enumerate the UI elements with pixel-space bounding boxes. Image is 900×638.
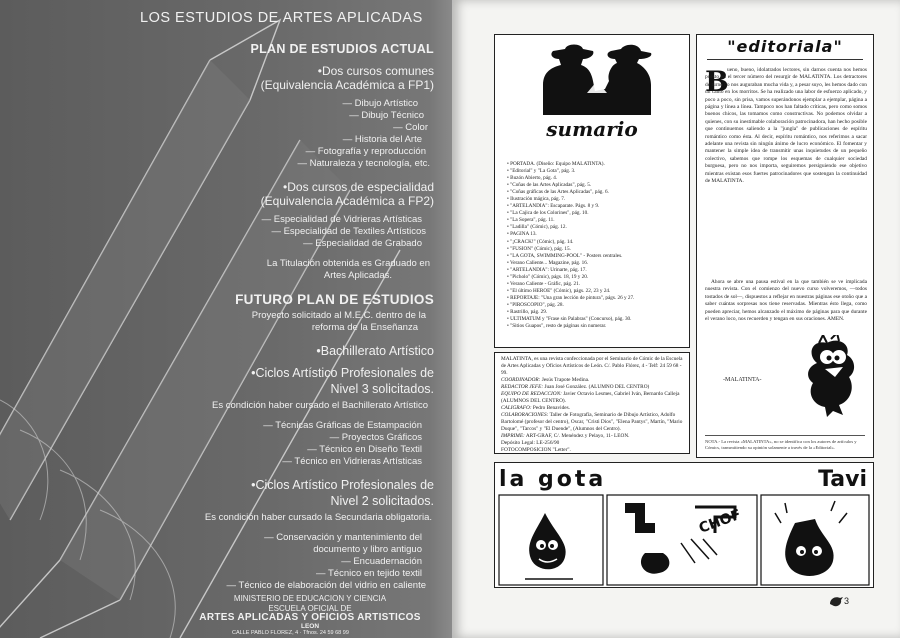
credits-line: [501, 447, 683, 454]
footer-school-name: ARTES APLICADAS Y OFICIOS ARTISTICOS: [199, 612, 421, 623]
sumario-item: • ULTIMATUM y "Frase sin Palabras" (Concurso), pág. 30.: [507, 316, 632, 323]
credits-text: FOTOCOMPOSICION "Letter".: [501, 447, 571, 453]
ciclos2-condition: Es condición haber cursado la Secundaria obligatoria.: [204, 512, 432, 523]
credits-text: Pedro Benavides.: [531, 405, 571, 411]
bachillerato-title: •Bachillerato Artístico: [316, 344, 434, 358]
ciclos3-item: — Proyectos Gráficos: [329, 432, 422, 443]
sumario-item: • Buzón Abierto, pág. 4.: [507, 175, 558, 182]
left-page-title: LOS ESTUDIOS DE ARTES APLICADAS: [140, 10, 423, 26]
la-gota-title: la gota: [499, 467, 607, 492]
sumario-item: • "LA GOTA, SWIMMING-POOL" - Posters centrales.: [507, 252, 623, 259]
sumario-item: • Rastrillo, pág. 29.: [507, 308, 548, 315]
credits-line: [501, 384, 683, 391]
sumario-item: • "Coñas gráficas de las Artes Aplicadas", pág. 6.: [507, 189, 609, 196]
credits-text: Juan José González. (ALUMNO DEL CENTRO): [543, 384, 650, 390]
sumario-title: sumario: [546, 117, 638, 141]
subject-item: — Dibujo Artístico: [342, 98, 418, 109]
credits-box: [494, 352, 690, 454]
sumario-box: [494, 34, 690, 348]
editorial-dropcap: B: [705, 65, 729, 98]
credits-text: Jesús Trapote Medina.: [540, 377, 590, 383]
page-number: 3: [844, 596, 850, 606]
comic-sound-effect: CHOF: [696, 506, 744, 537]
credits-line: [501, 440, 683, 447]
sumario-item: • PAGINA 13.: [507, 231, 537, 238]
footer-address: CALLE PABLO FLOREZ, 4 · Tfnos. 24 59 68 99: [232, 630, 349, 636]
sumario-item: • "PIROSCOPIO", pág. 28.: [507, 301, 564, 308]
comic-panels-illustration: [495, 493, 873, 587]
ciclos3-title: Nivel 3 solicitados.: [330, 382, 434, 396]
sumario-item: • "La Cajica de los Colorines", pág. 10.: [507, 210, 589, 217]
sumario-item: • "ARTELANDIA": Urinarte, pág. 17.: [507, 266, 587, 273]
subject-item: — Dibujo Técnico: [349, 110, 424, 121]
ciclos3-item: — Técnico en Vidrieras Artísticas: [282, 456, 422, 467]
credits-role: EQUIPO DE REDACCION:: [501, 391, 562, 397]
subject-item: — Color: [393, 122, 428, 133]
credits-role: COORDINADOR:: [501, 377, 541, 383]
right-page: [452, 0, 900, 638]
sumario-item: • "El último HEROE" (Cómic), págs. 22, 23 y 24.: [507, 287, 611, 294]
credits-line: [501, 377, 683, 384]
sumario-item: • "Ladilla" (Cómic), pág. 12.: [507, 224, 567, 231]
ciclos3-item: — Técnico en Diseño Textil: [307, 444, 422, 455]
sumario-item: • "La Sopera", pág. 11.: [507, 217, 555, 224]
credits-role: COLABORACIONES:: [501, 412, 549, 418]
editorial-title: "editoriala": [727, 37, 843, 56]
sumario-item: • Verano Caliente... Magazine, pág. 16.: [507, 259, 589, 266]
future-intro-line: Proyecto solicitado al M.E.C. dentro de la: [251, 310, 426, 321]
specialty-item: — Especialidad de Textiles Artísticos: [271, 226, 426, 237]
sumario-item: • "Sitios Guapos", resto de páginas sin numerar.: [507, 323, 607, 330]
special-courses-title: •Dos cursos de especialidad: [283, 180, 434, 194]
comic-strip: [494, 462, 874, 588]
editorial-signature: -MALATINTA-: [723, 377, 762, 383]
titulacion-line: La Titulación obtenida es Graduado en: [266, 258, 430, 269]
sumario-item: • "ARTELANDIA": Escaparate. Págs. 8 y 9.: [507, 203, 600, 210]
ciclos3-item: — Técnicas Gráficas de Estampación: [263, 420, 422, 431]
credits-role: CALIGRAFO:: [501, 405, 532, 411]
credits-intro: MALATINTA, es una revista confeccionada por el Seminario de Cómic de la Escuela de Artes Aplicadas y Oficios Artísticos de León. C/. Pablo Flórez, 4 - Telf: 24 59 68 - 99.: [501, 356, 683, 376]
credits-text: Taller de Fotografía, Seminario de Dibujo Artístico, Adolfo Bartolomé (profesor del centro), Oscar, "Cristi Dios", "Elena Pantys", Martín, "Mario Duque", "Tarcos" y "El Duende", (Alumnos del Centro).: [501, 412, 683, 432]
sumario-item: • "Editorial" y "La Gota", pág. 3.: [507, 168, 576, 175]
credits-text: Depósito Legal: LE-256/90: [501, 440, 560, 446]
ciclos3-condition: Es condición haber cursado el Bachillerato Artístico: [212, 400, 428, 411]
sumario-list: [507, 161, 685, 330]
ciclos2-item: — Encuadernación: [341, 556, 422, 567]
ciclos2-item: documento y libro antiguo: [313, 544, 422, 555]
sumario-item: • Verano Caliente - Gráfic, pág. 21.: [507, 280, 581, 287]
credits-line: [501, 412, 683, 433]
credits-role: IMPRIME:: [501, 433, 525, 439]
footer-city: LEON: [300, 623, 320, 630]
credits-line: [501, 391, 683, 405]
footer-ministry: MINISTERIO DE EDUCACION Y CIENCIA: [233, 594, 387, 603]
sumario-item: • "Picholo" (Cómic), págs. 18, 19 y 20.: [507, 273, 589, 280]
sumario-item: • "FUSION" (Cómic), pág. 15.: [507, 245, 571, 252]
footer-school: ESCUELA OFICIAL DE: [268, 604, 352, 613]
sumario-item: • PORTADA. (Diseño: Equipo MALATINTA).: [507, 161, 605, 167]
ciclos2-item: — Conservación y mantenimiento del: [264, 532, 422, 543]
ciclos2-title: •Ciclos Artístico Profesionales de: [251, 478, 434, 492]
credits-role: REDACTOR JEFE:: [501, 384, 544, 390]
detectives-silhouette-illustration: [535, 41, 655, 115]
subject-item: — Naturaleza y tecnología, etc.: [297, 158, 430, 169]
sumario-item: • "Coñas de las Artes Aplicadas", pág. 5.: [507, 182, 592, 189]
future-plan-heading: FUTURO PLAN DE ESTUDIOS: [235, 292, 434, 307]
sumario-item: • Ilustración mágica, pág. 7.: [507, 196, 566, 203]
ciclos2-title: Nivel 2 solicitados.: [330, 494, 434, 508]
common-courses-equiv: (Equivalencia Académica a FP1): [260, 78, 434, 92]
ciclos2-item: — Técnico en tejido textil: [316, 568, 422, 579]
editorial-box: [696, 34, 874, 458]
editorial-paragraph: ueno, bueno, idolatrados lectores, sin darnos cuenta nos hemos puesto en el tercer número del resurgir de MALATINTA. Los detractores de turno no nos auguraban mucha vida y, a pesar suyo, les hemos dado con un canto en los morritos. Se ha realizado una labor de esfuerzo aplicado, y poco a poco, sin prisa, vamos superándonos ejemplar a ejemplar, página a página y línea a línea. Tampoco nos han faltado críticas, pero como somos buenos chicos, las tomamos como constructivas. No podemos olvidar a quienes, con su inestimable colaboración patrocinadora, han hecho posible que continuemos saliendo a la "jungla" de publicaciones de espíritu romántico como ésta. Al decir, espíritu romántico, nos referimos a sacar adelante una revista sin ningún ánimo de lucro económico. El fomentar y mantener la simple idea de transmitir unas inquietudes de un pequeño colectivo, sabemos que rompe los esquemas de cualquier sociedad burguesa, pero no nos importa, seguiremos persiguiendo ese objetivo mientras existan esos fuertes patrocinadores que sostengan la continuidad de MALATINTA.: [705, 67, 867, 185]
nota-divider: [705, 435, 865, 436]
specialty-item: — Especialidad de Vidrieras Artísticas: [261, 214, 422, 225]
tavi-signature: Tavi: [818, 467, 867, 492]
ciclos2-item: — Técnico de elaboración del vidrio en caliente: [226, 580, 426, 591]
common-courses-title: •Dos cursos comunes: [317, 64, 434, 78]
editorial-paragraph: Ahora se abre una pausa estival en la que también se ve implicada nuestra revista. Con el comienzo del nuevo curso volveremos, —todos tostados de sol—, dispuestos a reflejar en nuestras páginas ese otoño que a saber cuántas sorpresas nos tiene reservadas. Mientras ésto llega, como pueden apreciar, hemos alcanzado el máximo de páginas para que durante el verano loco, nos recuerden y tengan en sus oraciones. AMEN.: [705, 279, 867, 323]
future-intro-line: reforma de la Enseñanza: [311, 322, 418, 333]
sumario-item: • "¡CRACK!" (Cómic), pág. 14.: [507, 238, 574, 245]
credits-text: ART-GRAF, C/. Menéndez y Pelayo, 11- LEON.: [524, 433, 630, 439]
credits-line: [501, 433, 683, 440]
ciclos3-title: •Ciclos Artístico Profesionales de: [251, 366, 434, 380]
editorial-note: NOTA.- La revista «MALATINTA», no se identifica con los autores de artículos y Cómics, transmitiendo su opinión solamente a través de la «Editorial».: [705, 439, 857, 450]
credits-text: Javier Octavio Lesmes, Gabriel Iván, Bernardo Calleja (ALUMNOS DEL CENTRO).: [501, 391, 680, 404]
subject-item: — Fotografía y reproducción: [305, 146, 426, 157]
sumario-item: • REPORTAJE: "Una gran lección de pintura", págs. 26 y 27.: [507, 294, 635, 301]
cartoon-bird-mascot: [797, 335, 867, 419]
titulacion-line: Artes Aplicadas.: [323, 270, 392, 281]
editorial-divider: [707, 59, 863, 60]
special-courses-equiv: (Equivalencia Académica a FP2): [260, 194, 434, 208]
subject-item: — Historia del Arte: [342, 134, 422, 145]
credits-line: [501, 405, 683, 412]
page-number-bird-icon: [828, 594, 844, 608]
specialty-item: — Especialidad de Grabado: [303, 238, 422, 249]
current-plan-heading: PLAN DE ESTUDIOS ACTUAL: [250, 42, 434, 56]
